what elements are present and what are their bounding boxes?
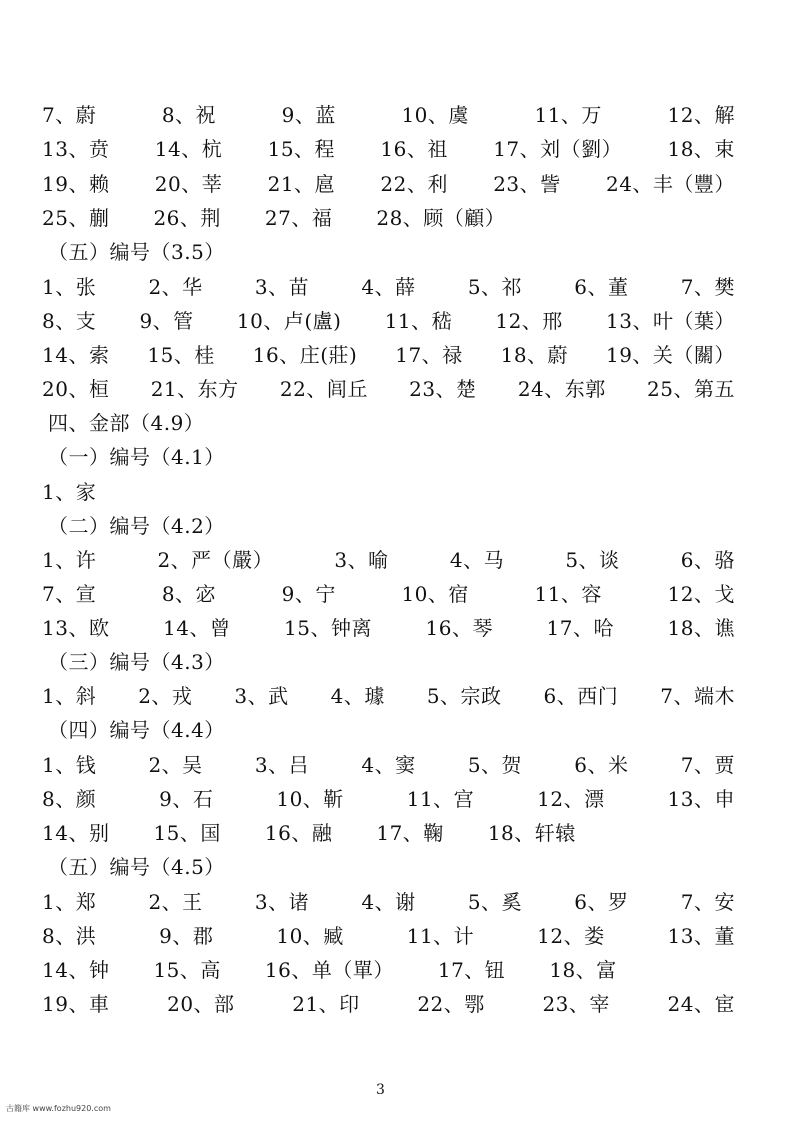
surname-entry: 4、窦 [361,752,416,777]
entry-line [42,130,735,164]
surname-entry: 14、索 [42,342,110,367]
surname-entry: 5、宗政 [426,683,502,708]
entry-line [42,780,735,814]
surname-entry: 4、马 [449,547,505,572]
surname-entry: 11、万 [534,102,602,127]
surname-entry: 10、宿 [401,581,469,606]
surname-entry: 12、娄 [537,923,605,948]
surname-entry: 9、石 [159,786,214,811]
surname-entry: 18、蔚 [500,342,569,367]
surname-entry: 3、武 [234,683,289,708]
surname-entry: 27、福 [264,205,333,230]
surname-entry: 5、贺 [467,752,523,777]
surname-entry: 9、蓝 [281,102,336,127]
entry-line [42,814,735,848]
surname-entry: 2、华 [148,274,203,299]
surname-entry: 4、谢 [361,889,416,914]
surname-entry: 6、董 [574,274,629,299]
surname-entry: 12、戈 [667,581,735,606]
entry-line [42,302,735,336]
surname-entry: 11、宫 [406,786,475,811]
entry-line [42,575,735,609]
section-heading: （四）编号（4.4） [48,717,225,742]
surname-entry: 4、薛 [361,274,416,299]
surname-entry: 10、卢(盧) [236,308,342,333]
surname-entry: 7、端木 [660,683,735,708]
surname-entry: 21、印 [292,991,360,1016]
surname-entry: 13、申 [667,786,735,811]
surname-entry: 11、容 [534,581,602,606]
surname-entry: 9、管 [139,308,194,333]
surname-entry: 6、骆 [680,547,735,572]
entry-line [42,917,735,951]
section-heading: 四、金部（4.9） [48,410,205,435]
surname-entry: 18、轩辕 [487,820,576,845]
surname-entry: 14、别 [42,820,110,845]
surname-entry: 8、祝 [161,102,217,127]
surname-entry: 5、祁 [467,274,523,299]
entry-line [42,746,735,780]
surname-entry: 11、嵇 [384,308,453,333]
surname-entry: 17、刘（劉） [493,136,623,161]
surname-entry: 2、吴 [148,752,203,777]
surname-entry: 7、宣 [42,581,97,606]
surname-entry: 11、计 [406,923,475,948]
footer-watermark: 古籍库 www.fozhu920.com [6,1104,111,1113]
section-heading: （一）编号（4.1） [48,444,225,469]
entry-line [42,951,735,985]
surname-entry: 9、宁 [281,581,336,606]
surname-entry: 15、国 [153,820,221,845]
surname-entry: 18、富 [549,957,617,982]
surname-entry: 8、洪 [42,923,97,948]
surname-entry: 2、王 [148,889,203,914]
surname-entry: 7、贾 [680,752,735,777]
surname-entry: 22、鄂 [417,991,485,1016]
surname-entry: 19、赖 [42,171,110,196]
surname-entry: 15、桂 [147,342,215,367]
surname-entry: 23、訾 [493,171,561,196]
section-heading: （二）编号（4.2） [48,513,225,538]
surname-entry: 25、蒯 [42,205,110,230]
surname-entry: 16、单（單） [264,957,394,982]
surname-entry: 16、庄(莊) [252,342,358,367]
entry-line [42,165,735,199]
surname-entry: 16、琴 [425,615,493,640]
surname-entry: 17、哈 [546,615,614,640]
surname-entry: 7、蔚 [42,102,97,127]
surname-entry: 12、邢 [495,308,563,333]
surname-entry: 22、闾丘 [279,376,368,401]
surname-entry: 10、靳 [276,786,344,811]
surname-entry: 7、安 [680,889,735,914]
entry-line [42,370,735,404]
surname-entry: 1、郑 [42,889,97,914]
surname-entry: 24、东郭 [517,376,606,401]
surname-entry: 1、钱 [42,752,97,777]
entry-line [42,541,735,575]
surname-entry: 13、董 [667,923,735,948]
surname-entry: 23、楚 [409,376,477,401]
surname-entry: 1、家 [42,479,97,504]
surname-entry: 24、宦 [667,991,735,1016]
surname-entry: 9、郡 [159,923,214,948]
surname-entry: 13、叶（葉） [606,308,735,333]
surname-entry: 7、樊 [680,274,735,299]
surname-entry: 3、吕 [254,752,310,777]
entry-line [42,473,735,507]
surname-entry: 3、诸 [254,889,310,914]
surname-entry: 14、曾 [163,615,231,640]
surname-entry: 18、束 [667,136,735,161]
surname-entry: 1、许 [42,547,97,572]
surname-entry: 1、张 [42,274,97,299]
surname-entry: 5、谈 [565,547,620,572]
entry-line [42,677,735,711]
surname-entry: 20、莘 [154,171,223,196]
surname-entry: 15、钟离 [284,615,372,640]
surname-entry: 6、米 [574,752,629,777]
surname-entry: 3、苗 [254,274,310,299]
surname-entry: 26、荆 [153,205,221,230]
entry-line [42,609,735,643]
section-heading: （三）编号（4.3） [48,649,225,674]
surname-entry: 23、宰 [542,991,610,1016]
surname-entry: 14、钟 [42,957,110,982]
surname-entry: 19、关（關） [605,342,735,367]
surname-entry: 10、虞 [401,102,469,127]
surname-entry: 12、解 [667,102,735,127]
surname-entry: 25、第五 [647,376,735,401]
surname-entry: 6、西门 [543,683,619,708]
surname-entry: 21、东方 [150,376,239,401]
surname-entry: 13、贲 [42,136,110,161]
surname-entry: 12、漂 [537,786,605,811]
surname-entry: 2、戎 [138,683,193,708]
surname-entry: 19、車 [42,991,110,1016]
surname-entry: 10、臧 [276,923,344,948]
surname-entry: 15、程 [267,136,336,161]
surname-entry: 16、融 [264,820,333,845]
entry-line [42,883,735,917]
surname-entry: 24、丰（豐） [605,171,735,196]
surname-entry: 18、谯 [667,615,735,640]
surname-entry: 8、颜 [42,786,97,811]
surname-entry: 1、斜 [42,683,97,708]
page-number: 3 [376,1082,385,1098]
surname-entry: 4、璩 [330,683,385,708]
entry-line [42,199,735,233]
entry-line [42,96,735,130]
surname-entry: 3、喻 [334,547,389,572]
surname-entry: 20、部 [167,991,235,1016]
surname-entry: 15、高 [153,957,221,982]
surname-entry: 14、杭 [154,136,223,161]
surname-entry: 2、严（嚴） [157,547,274,572]
surname-entry: 22、利 [380,171,448,196]
entry-line [42,985,735,1019]
surname-entry: 28、顾（顧） [376,205,506,230]
section-heading: （五）编号（4.5） [48,854,225,879]
surname-entry: 6、罗 [574,889,629,914]
surname-entry: 13、欧 [42,615,110,640]
surname-entry: 17、鞠 [376,820,444,845]
surname-entry: 21、扈 [267,171,336,196]
entry-line [42,336,735,370]
surname-entry: 16、祖 [380,136,448,161]
entry-line [42,268,735,302]
surname-entry: 5、奚 [467,889,523,914]
surname-entry: 8、宓 [161,581,217,606]
surname-entry: 17、禄 [395,342,463,367]
surname-entry: 17、钮 [437,957,506,982]
surname-entry: 20、桓 [42,376,110,401]
section-heading: （五）编号（3.5） [48,239,225,264]
surname-entry: 8、支 [42,308,97,333]
